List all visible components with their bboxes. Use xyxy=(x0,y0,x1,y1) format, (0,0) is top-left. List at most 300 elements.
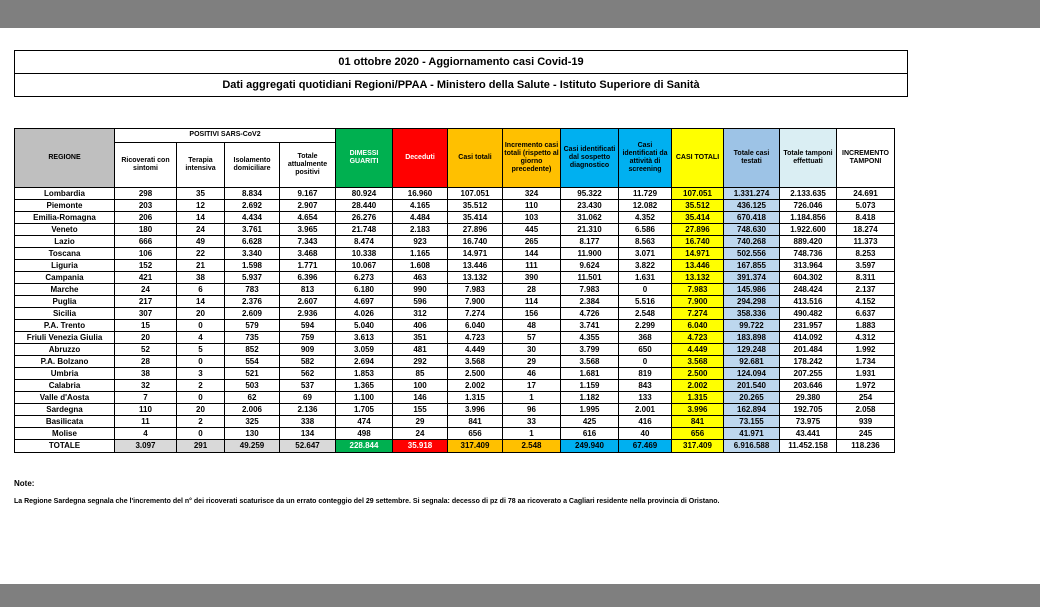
table-row xyxy=(15,200,895,212)
cell-deceduti: 351 xyxy=(393,332,448,344)
cell-incremento_tamponi: 6.637 xyxy=(837,308,895,320)
cell-totale_casi_testati: 129.248 xyxy=(724,344,780,356)
cell-incremento_tamponi: 18.274 xyxy=(837,224,895,236)
cell-casi_totali_totale: 27.896 xyxy=(672,224,724,236)
cell-terapia_intensiva: 38 xyxy=(177,272,225,284)
report-date-title: 01 ottobre 2020 - Aggiornamento casi Covid-19 xyxy=(15,51,907,74)
cell-incremento_tamponi: 2.058 xyxy=(837,404,895,416)
totale-cell-totale_casi_testati: 6.916.588 xyxy=(724,440,780,453)
cell-isolamento_domiciliare: 5.937 xyxy=(225,272,280,284)
cell-totale_casi_testati: 99.722 xyxy=(724,320,780,332)
cell-casi_totali: 4.449 xyxy=(448,344,503,356)
cell-casi_identificati_sospetto_diagnostico: 8.177 xyxy=(561,236,619,248)
cell-incremento_casi_totali: 1 xyxy=(503,392,561,404)
cell-ricoverati_con_sintomi: 32 xyxy=(115,380,177,392)
cell-terapia_intensiva: 49 xyxy=(177,236,225,248)
cell-incremento_casi_totali: 156 xyxy=(503,308,561,320)
cell-totale_casi_testati: 391.374 xyxy=(724,272,780,284)
column-group-positivi: POSITIVI SARS-CoV2 xyxy=(115,129,336,143)
cell-totale_attualmente_positivi: 2.607 xyxy=(280,296,336,308)
region-name-cell: Puglia xyxy=(15,296,115,308)
cell-isolamento_domiciliare: 3.340 xyxy=(225,248,280,260)
cell-casi_totali: 13.446 xyxy=(448,260,503,272)
cell-casi_totali_totale: 6.040 xyxy=(672,320,724,332)
totale-cell-casi_totali: 317.409 xyxy=(448,440,503,453)
cell-totale_tamponi_effettuati: 178.242 xyxy=(780,356,837,368)
column-header-totale_casi_testati: Totale casi testati xyxy=(724,129,780,188)
cell-totale_tamponi_effettuati: 889.420 xyxy=(780,236,837,248)
cell-deceduti: 16.960 xyxy=(393,188,448,200)
cell-totale_tamponi_effettuati: 248.424 xyxy=(780,284,837,296)
cell-casi_totali_totale: 1.315 xyxy=(672,392,724,404)
cell-casi_totali: 841 xyxy=(448,416,503,428)
cell-dimessi_guariti: 474 xyxy=(336,416,393,428)
cell-casi_totali_totale: 13.132 xyxy=(672,272,724,284)
cell-deceduti: 923 xyxy=(393,236,448,248)
cell-casi_identificati_sospetto_diagnostico: 1.182 xyxy=(561,392,619,404)
cell-ricoverati_con_sintomi: 307 xyxy=(115,308,177,320)
report-content xyxy=(0,28,1040,505)
cell-casi_identificati_sospetto_diagnostico: 23.430 xyxy=(561,200,619,212)
cell-isolamento_domiciliare: 852 xyxy=(225,344,280,356)
cell-totale_casi_testati: 167.855 xyxy=(724,260,780,272)
totale-label-cell: TOTALE xyxy=(15,440,115,453)
cell-totale_attualmente_positivi: 9.167 xyxy=(280,188,336,200)
cell-casi_totali: 6.040 xyxy=(448,320,503,332)
column-header-isolamento_domiciliare: Isolamento domiciliare xyxy=(225,143,280,188)
cell-isolamento_domiciliare: 4.434 xyxy=(225,212,280,224)
region-name-cell: Sardegna xyxy=(15,404,115,416)
cell-totale_attualmente_positivi: 909 xyxy=(280,344,336,356)
region-name-cell: Liguria xyxy=(15,260,115,272)
cell-deceduti: 406 xyxy=(393,320,448,332)
cell-terapia_intensiva: 5 xyxy=(177,344,225,356)
header-row-groups xyxy=(15,129,895,143)
cell-incremento_casi_totali: 265 xyxy=(503,236,561,248)
cell-terapia_intensiva: 2 xyxy=(177,416,225,428)
cell-terapia_intensiva: 14 xyxy=(177,212,225,224)
cell-incremento_tamponi: 1.931 xyxy=(837,368,895,380)
column-header-dimessi_guariti: DIMESSI GUARITI xyxy=(336,129,393,188)
cell-ricoverati_con_sintomi: 421 xyxy=(115,272,177,284)
cell-incremento_casi_totali: 390 xyxy=(503,272,561,284)
region-name-cell: Basilicata xyxy=(15,416,115,428)
cell-totale_casi_testati: 201.540 xyxy=(724,380,780,392)
report-subtitle: Dati aggregati quotidiani Regioni/PPAA - Ministero della Salute - Istituto Superiore di Sanità xyxy=(222,79,700,91)
cell-dimessi_guariti: 3.059 xyxy=(336,344,393,356)
cell-incremento_casi_totali: 57 xyxy=(503,332,561,344)
cell-ricoverati_con_sintomi: 206 xyxy=(115,212,177,224)
cell-casi_totali_totale: 7.900 xyxy=(672,296,724,308)
cell-terapia_intensiva: 24 xyxy=(177,224,225,236)
cell-incremento_casi_totali: 114 xyxy=(503,296,561,308)
cell-ricoverati_con_sintomi: 7 xyxy=(115,392,177,404)
cell-casi_identificati_screening: 2.299 xyxy=(619,320,672,332)
totale-cell-deceduti: 35.918 xyxy=(393,440,448,453)
cell-isolamento_domiciliare: 521 xyxy=(225,368,280,380)
cell-casi_identificati_screening: 8.563 xyxy=(619,236,672,248)
cell-casi_identificati_screening: 133 xyxy=(619,392,672,404)
cell-casi_identificati_screening: 368 xyxy=(619,332,672,344)
cell-incremento_tamponi: 1.972 xyxy=(837,380,895,392)
cell-ricoverati_con_sintomi: 110 xyxy=(115,404,177,416)
column-header-deceduti: Deceduti xyxy=(393,129,448,188)
region-name-cell: Piemonte xyxy=(15,200,115,212)
cell-casi_totali_totale: 841 xyxy=(672,416,724,428)
table-row xyxy=(15,332,895,344)
cell-terapia_intensiva: 0 xyxy=(177,320,225,332)
cell-casi_totali: 7.983 xyxy=(448,284,503,296)
cell-totale_casi_testati: 92.681 xyxy=(724,356,780,368)
cell-incremento_casi_totali: 445 xyxy=(503,224,561,236)
cell-casi_totali: 3.996 xyxy=(448,404,503,416)
cell-dimessi_guariti: 6.180 xyxy=(336,284,393,296)
cell-casi_totali_totale: 35.414 xyxy=(672,212,724,224)
table-row xyxy=(15,308,895,320)
region-name-cell: Umbria xyxy=(15,368,115,380)
cell-incremento_tamponi: 1.734 xyxy=(837,356,895,368)
cell-casi_identificati_sospetto_diagnostico: 21.310 xyxy=(561,224,619,236)
page-top-margin xyxy=(0,0,1040,28)
cell-casi_identificati_sospetto_diagnostico: 425 xyxy=(561,416,619,428)
table-row xyxy=(15,272,895,284)
totale-cell-casi_totali_totale: 317.409 xyxy=(672,440,724,453)
cell-casi_identificati_sospetto_diagnostico: 2.384 xyxy=(561,296,619,308)
cell-casi_identificati_sospetto_diagnostico: 1.995 xyxy=(561,404,619,416)
totale-cell-incremento_casi_totali: 2.548 xyxy=(503,440,561,453)
totale-cell-terapia_intensiva: 291 xyxy=(177,440,225,453)
region-name-cell: Veneto xyxy=(15,224,115,236)
cell-deceduti: 100 xyxy=(393,380,448,392)
cell-casi_identificati_sospetto_diagnostico: 616 xyxy=(561,428,619,440)
totale-cell-ricoverati_con_sintomi: 3.097 xyxy=(115,440,177,453)
covid-data-table xyxy=(14,128,895,453)
region-name-cell: Toscana xyxy=(15,248,115,260)
cell-dimessi_guariti: 1.705 xyxy=(336,404,393,416)
cell-terapia_intensiva: 12 xyxy=(177,200,225,212)
cell-terapia_intensiva: 2 xyxy=(177,380,225,392)
cell-isolamento_domiciliare: 1.598 xyxy=(225,260,280,272)
cell-casi_totali: 3.568 xyxy=(448,356,503,368)
notes-text: La Regione Sardegna segnala che l'incremento del n° dei ricoverati scaturisce da un errato conteggio del 29 settembre. Si segnala: decesso di pz di 78 aa ricoverato a Cagliari residente nella provincia di Oristano. xyxy=(14,498,720,505)
cell-casi_totali_totale: 7.274 xyxy=(672,308,724,320)
cell-totale_casi_testati: 20.265 xyxy=(724,392,780,404)
table-row xyxy=(15,320,895,332)
cell-casi_identificati_screening: 416 xyxy=(619,416,672,428)
cell-deceduti: 29 xyxy=(393,416,448,428)
table-row xyxy=(15,224,895,236)
table-row xyxy=(15,212,895,224)
cell-totale_casi_testati: 740.268 xyxy=(724,236,780,248)
cell-totale_attualmente_positivi: 6.396 xyxy=(280,272,336,284)
cell-casi_totali_totale: 4.449 xyxy=(672,344,724,356)
cell-deceduti: 292 xyxy=(393,356,448,368)
cell-incremento_tamponi: 939 xyxy=(837,416,895,428)
cell-totale_attualmente_positivi: 562 xyxy=(280,368,336,380)
cell-totale_attualmente_positivi: 3.965 xyxy=(280,224,336,236)
cell-casi_identificati_screening: 0 xyxy=(619,356,672,368)
cell-casi_totali: 4.723 xyxy=(448,332,503,344)
cell-totale_attualmente_positivi: 3.468 xyxy=(280,248,336,260)
cell-totale_attualmente_positivi: 4.654 xyxy=(280,212,336,224)
column-header-totale_attualmente_positivi: Totale attualmente positivi xyxy=(280,143,336,188)
cell-isolamento_domiciliare: 503 xyxy=(225,380,280,392)
cell-dimessi_guariti: 1.100 xyxy=(336,392,393,404)
cell-incremento_casi_totali: 103 xyxy=(503,212,561,224)
cell-incremento_casi_totali: 111 xyxy=(503,260,561,272)
cell-totale_tamponi_effettuati: 207.255 xyxy=(780,368,837,380)
cell-terapia_intensiva: 0 xyxy=(177,428,225,440)
region-name-cell: Abruzzo xyxy=(15,344,115,356)
title-box xyxy=(14,50,908,97)
cell-casi_identificati_sospetto_diagnostico: 7.983 xyxy=(561,284,619,296)
cell-casi_totali_totale: 14.971 xyxy=(672,248,724,260)
cell-dimessi_guariti: 6.273 xyxy=(336,272,393,284)
cell-casi_totali_totale: 3.568 xyxy=(672,356,724,368)
cell-incremento_tamponi: 4.152 xyxy=(837,296,895,308)
cell-casi_totali_totale: 13.446 xyxy=(672,260,724,272)
cell-terapia_intensiva: 0 xyxy=(177,392,225,404)
cell-ricoverati_con_sintomi: 20 xyxy=(115,332,177,344)
cell-incremento_tamponi: 3.597 xyxy=(837,260,895,272)
region-name-cell: Calabria xyxy=(15,380,115,392)
cell-dimessi_guariti: 4.026 xyxy=(336,308,393,320)
cell-incremento_casi_totali: 46 xyxy=(503,368,561,380)
cell-ricoverati_con_sintomi: 106 xyxy=(115,248,177,260)
cell-terapia_intensiva: 35 xyxy=(177,188,225,200)
cell-casi_totali: 1.315 xyxy=(448,392,503,404)
cell-totale_tamponi_effettuati: 1.922.600 xyxy=(780,224,837,236)
cell-dimessi_guariti: 4.697 xyxy=(336,296,393,308)
cell-casi_totali_totale: 2.002 xyxy=(672,380,724,392)
cell-totale_tamponi_effettuati: 604.302 xyxy=(780,272,837,284)
cell-deceduti: 4.484 xyxy=(393,212,448,224)
totale-row xyxy=(15,440,895,453)
column-header-regione: REGIONE xyxy=(15,129,115,188)
cell-totale_tamponi_effettuati: 201.484 xyxy=(780,344,837,356)
cell-casi_totali_totale: 3.996 xyxy=(672,404,724,416)
cell-totale_attualmente_positivi: 7.343 xyxy=(280,236,336,248)
cell-dimessi_guariti: 1.365 xyxy=(336,380,393,392)
cell-casi_totali: 27.896 xyxy=(448,224,503,236)
cell-dimessi_guariti: 498 xyxy=(336,428,393,440)
cell-totale_attualmente_positivi: 594 xyxy=(280,320,336,332)
cell-totale_casi_testati: 183.898 xyxy=(724,332,780,344)
cell-totale_tamponi_effettuati: 43.441 xyxy=(780,428,837,440)
cell-ricoverati_con_sintomi: 298 xyxy=(115,188,177,200)
cell-totale_attualmente_positivi: 2.136 xyxy=(280,404,336,416)
cell-dimessi_guariti: 2.694 xyxy=(336,356,393,368)
cell-casi_totali_totale: 4.723 xyxy=(672,332,724,344)
page-bottom-margin xyxy=(0,584,1040,607)
cell-totale_casi_testati: 162.894 xyxy=(724,404,780,416)
cell-dimessi_guariti: 26.276 xyxy=(336,212,393,224)
region-name-cell: P.A. Trento xyxy=(15,320,115,332)
table-row xyxy=(15,260,895,272)
table-row xyxy=(15,296,895,308)
cell-terapia_intensiva: 4 xyxy=(177,332,225,344)
cell-totale_tamponi_effettuati: 490.482 xyxy=(780,308,837,320)
cell-deceduti: 312 xyxy=(393,308,448,320)
cell-incremento_tamponi: 5.073 xyxy=(837,200,895,212)
cell-isolamento_domiciliare: 2.376 xyxy=(225,296,280,308)
cell-totale_attualmente_positivi: 537 xyxy=(280,380,336,392)
cell-ricoverati_con_sintomi: 203 xyxy=(115,200,177,212)
totale-cell-casi_identificati_screening: 67.469 xyxy=(619,440,672,453)
cell-totale_attualmente_positivi: 2.907 xyxy=(280,200,336,212)
cell-casi_totali: 35.512 xyxy=(448,200,503,212)
cell-incremento_tamponi: 2.137 xyxy=(837,284,895,296)
notes-section xyxy=(14,479,894,505)
totale-cell-dimessi_guariti: 228.844 xyxy=(336,440,393,453)
cell-totale_attualmente_positivi: 134 xyxy=(280,428,336,440)
cell-incremento_tamponi: 8.311 xyxy=(837,272,895,284)
cell-dimessi_guariti: 21.748 xyxy=(336,224,393,236)
notes-label: Note: xyxy=(14,479,35,488)
region-name-cell: Sicilia xyxy=(15,308,115,320)
totale-cell-totale_tamponi_effettuati: 11.452.158 xyxy=(780,440,837,453)
cell-dimessi_guariti: 8.474 xyxy=(336,236,393,248)
cell-totale_casi_testati: 358.336 xyxy=(724,308,780,320)
cell-totale_attualmente_positivi: 69 xyxy=(280,392,336,404)
cell-casi_totali: 7.274 xyxy=(448,308,503,320)
table-row xyxy=(15,392,895,404)
cell-totale_attualmente_positivi: 338 xyxy=(280,416,336,428)
cell-casi_totali_totale: 7.983 xyxy=(672,284,724,296)
cell-totale_attualmente_positivi: 813 xyxy=(280,284,336,296)
cell-casi_identificati_sospetto_diagnostico: 95.322 xyxy=(561,188,619,200)
cell-casi_identificati_sospetto_diagnostico: 11.501 xyxy=(561,272,619,284)
cell-deceduti: 481 xyxy=(393,344,448,356)
cell-casi_identificati_screening: 12.082 xyxy=(619,200,672,212)
cell-totale_tamponi_effettuati: 748.736 xyxy=(780,248,837,260)
region-name-cell: Valle d'Aosta xyxy=(15,392,115,404)
cell-casi_totali_totale: 2.500 xyxy=(672,368,724,380)
cell-deceduti: 155 xyxy=(393,404,448,416)
cell-casi_totali_totale: 35.512 xyxy=(672,200,724,212)
region-name-cell: Marche xyxy=(15,284,115,296)
cell-casi_totali_totale: 107.051 xyxy=(672,188,724,200)
table-row xyxy=(15,356,895,368)
cell-casi_identificati_sospetto_diagnostico: 3.799 xyxy=(561,344,619,356)
cell-isolamento_domiciliare: 325 xyxy=(225,416,280,428)
cell-casi_totali: 35.414 xyxy=(448,212,503,224)
cell-ricoverati_con_sintomi: 152 xyxy=(115,260,177,272)
cell-deceduti: 4.165 xyxy=(393,200,448,212)
cell-casi_identificati_screening: 5.516 xyxy=(619,296,672,308)
totale-cell-isolamento_domiciliare: 49.259 xyxy=(225,440,280,453)
cell-casi_identificati_screening: 2.001 xyxy=(619,404,672,416)
cell-dimessi_guariti: 5.040 xyxy=(336,320,393,332)
cell-totale_attualmente_positivi: 1.771 xyxy=(280,260,336,272)
table-row xyxy=(15,248,895,260)
cell-casi_identificati_sospetto_diagnostico: 1.681 xyxy=(561,368,619,380)
cell-ricoverati_con_sintomi: 4 xyxy=(115,428,177,440)
cell-casi_identificati_screening: 40 xyxy=(619,428,672,440)
cell-totale_attualmente_positivi: 759 xyxy=(280,332,336,344)
cell-totale_casi_testati: 145.986 xyxy=(724,284,780,296)
cell-deceduti: 1.608 xyxy=(393,260,448,272)
cell-totale_attualmente_positivi: 2.936 xyxy=(280,308,336,320)
cell-casi_identificati_screening: 11.729 xyxy=(619,188,672,200)
cell-incremento_tamponi: 1.992 xyxy=(837,344,895,356)
cell-isolamento_domiciliare: 735 xyxy=(225,332,280,344)
cell-isolamento_domiciliare: 2.609 xyxy=(225,308,280,320)
cell-terapia_intensiva: 22 xyxy=(177,248,225,260)
cell-totale_tamponi_effettuati: 192.705 xyxy=(780,404,837,416)
cell-totale_tamponi_effettuati: 414.092 xyxy=(780,332,837,344)
column-header-casi_identificati_sospetto_diagnostico: Casi identificati dal sospetto diagnostico xyxy=(561,129,619,188)
cell-casi_totali_totale: 16.740 xyxy=(672,236,724,248)
cell-casi_totali: 656 xyxy=(448,428,503,440)
cell-casi_totali: 14.971 xyxy=(448,248,503,260)
column-header-casi_identificati_screening: Casi identificati da attività di screening xyxy=(619,129,672,188)
cell-incremento_tamponi: 8.418 xyxy=(837,212,895,224)
cell-totale_casi_testati: 124.094 xyxy=(724,368,780,380)
cell-incremento_tamponi: 11.373 xyxy=(837,236,895,248)
cell-ricoverati_con_sintomi: 180 xyxy=(115,224,177,236)
totale-cell-incremento_tamponi: 118.236 xyxy=(837,440,895,453)
cell-totale_attualmente_positivi: 582 xyxy=(280,356,336,368)
cell-incremento_casi_totali: 29 xyxy=(503,356,561,368)
cell-casi_identificati_sospetto_diagnostico: 1.159 xyxy=(561,380,619,392)
table-row xyxy=(15,368,895,380)
cell-casi_identificati_screening: 843 xyxy=(619,380,672,392)
table-row xyxy=(15,404,895,416)
column-header-incremento_tamponi: INCREMENTO TAMPONI xyxy=(837,129,895,188)
totale-cell-casi_identificati_sospetto_diagnostico: 249.940 xyxy=(561,440,619,453)
cell-casi_totali: 2.500 xyxy=(448,368,503,380)
cell-incremento_casi_totali: 1 xyxy=(503,428,561,440)
cell-casi_totali: 13.132 xyxy=(448,272,503,284)
cell-terapia_intensiva: 3 xyxy=(177,368,225,380)
cell-incremento_casi_totali: 324 xyxy=(503,188,561,200)
cell-ricoverati_con_sintomi: 11 xyxy=(115,416,177,428)
region-name-cell: Lombardia xyxy=(15,188,115,200)
cell-totale_casi_testati: 1.331.274 xyxy=(724,188,780,200)
cell-isolamento_domiciliare: 2.006 xyxy=(225,404,280,416)
cell-terapia_intensiva: 20 xyxy=(177,404,225,416)
cell-incremento_casi_totali: 96 xyxy=(503,404,561,416)
cell-casi_identificati_sospetto_diagnostico: 3.741 xyxy=(561,320,619,332)
cell-casi_totali: 2.002 xyxy=(448,380,503,392)
table-row xyxy=(15,284,895,296)
cell-ricoverati_con_sintomi: 28 xyxy=(115,356,177,368)
cell-totale_tamponi_effettuati: 726.046 xyxy=(780,200,837,212)
cell-dimessi_guariti: 1.853 xyxy=(336,368,393,380)
cell-casi_identificati_screening: 1.631 xyxy=(619,272,672,284)
cell-casi_totali: 7.900 xyxy=(448,296,503,308)
cell-casi_identificati_screening: 2.548 xyxy=(619,308,672,320)
table-row xyxy=(15,380,895,392)
table-row xyxy=(15,188,895,200)
cell-totale_tamponi_effettuati: 313.964 xyxy=(780,260,837,272)
cell-totale_casi_testati: 436.125 xyxy=(724,200,780,212)
cell-incremento_casi_totali: 30 xyxy=(503,344,561,356)
cell-totale_casi_testati: 670.418 xyxy=(724,212,780,224)
cell-isolamento_domiciliare: 579 xyxy=(225,320,280,332)
cell-isolamento_domiciliare: 2.692 xyxy=(225,200,280,212)
cell-incremento_casi_totali: 17 xyxy=(503,380,561,392)
cell-terapia_intensiva: 6 xyxy=(177,284,225,296)
cell-totale_tamponi_effettuati: 29.380 xyxy=(780,392,837,404)
table-row xyxy=(15,236,895,248)
cell-incremento_casi_totali: 48 xyxy=(503,320,561,332)
cell-dimessi_guariti: 10.067 xyxy=(336,260,393,272)
column-header-casi_totali_totale: CASI TOTALI xyxy=(672,129,724,188)
cell-terapia_intensiva: 21 xyxy=(177,260,225,272)
cell-totale_casi_testati: 294.298 xyxy=(724,296,780,308)
